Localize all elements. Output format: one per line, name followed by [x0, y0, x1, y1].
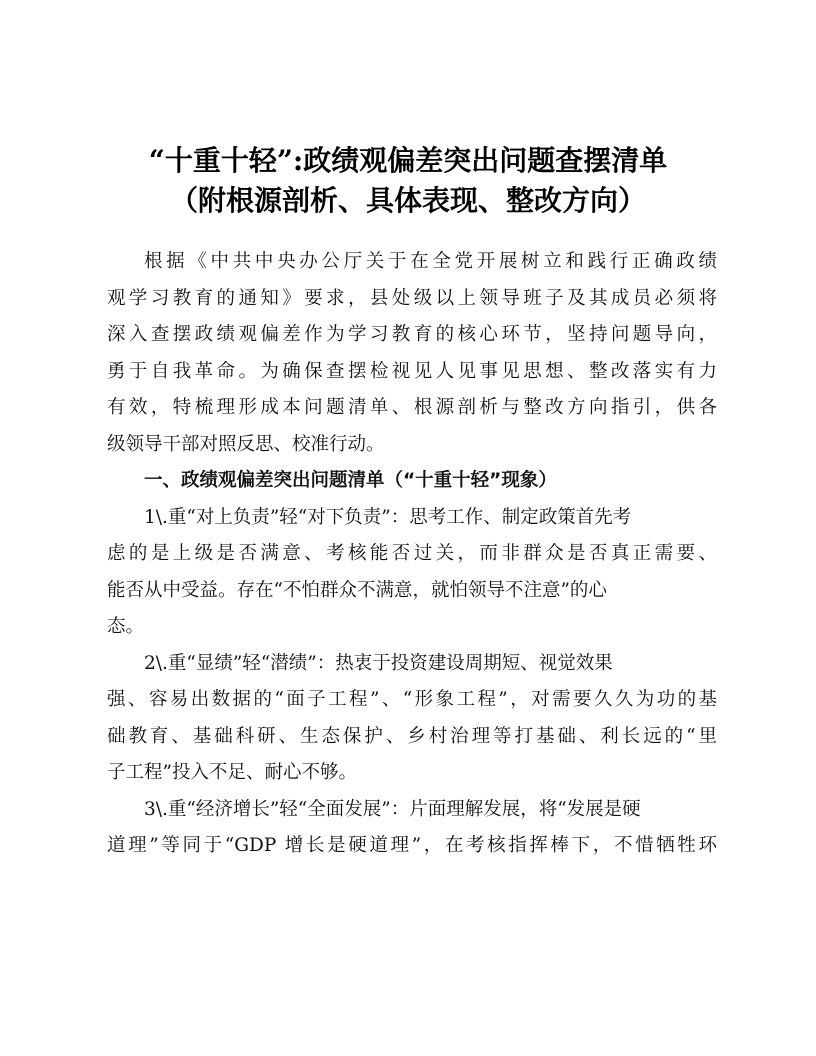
section-heading: 一、政绩观偏差突出问题清单（“十重十轻”现象）	[144, 470, 557, 491]
title-line-2: （附根源剖析、具体表现、整改方向）	[169, 184, 646, 217]
paragraph-line: 础教育、基础科研、生态保护、乡村治理等打基础、利长远的“里	[107, 725, 717, 747]
document-title	[60, 141, 756, 221]
title-line-1: “十重十轻”:政绩观偏差突出问题查摆清单	[148, 144, 668, 177]
list-item	[107, 500, 717, 646]
paragraph-line: 道理”等同于“GDP 增长是硬道理”，在考核指挥棒下，不惜牺牲环	[107, 835, 717, 856]
paragraph-line: 根据《中共中央办公厅关于在全党开展树立和践行正确政绩	[144, 251, 717, 272]
list-item	[107, 792, 717, 865]
paragraph-line: 虑的是上级是否满意、考核能否过关，而非群众是否真正需要、	[107, 543, 717, 564]
paragraph-line: 2\.重“显绩”轻“潜绩”：热衷于投资建设周期短、视觉效果	[144, 652, 613, 674]
paragraph-line: 有效，特梳理形成本问题清单、根源剖析与整改方向指引，供各	[107, 397, 717, 418]
paragraph-line: 态。	[107, 616, 145, 637]
paragraph-line: 强、容易出数据的“面子工程”、“形象工程”，对需要久久为功的基	[107, 689, 717, 710]
intro-paragraph	[107, 244, 717, 463]
paragraph-line: 深入查摆政绩观偏差作为学习教育的核心环节，坚持问题导向，	[107, 324, 717, 345]
paragraph-line: 勇于自我革命。为确保查摆检视见人见事见思想、整改落实有力	[107, 360, 717, 382]
paragraph-line: 3\.重“经济增长”轻“全面发展”：片面理解发展，将“发展是硬	[144, 798, 641, 820]
paragraph-line: 1\.重“对上负责”轻“对下负责”：思考工作、制定政策首先考	[144, 506, 632, 528]
paragraph-line: 子工程”投入不足、耐心不够。	[107, 762, 357, 783]
list-item	[107, 646, 717, 792]
paragraph-line: 能否从中受益。存在“不怕群众不满意，就怕领导不注意”的心	[107, 579, 607, 601]
document-body	[107, 244, 717, 865]
paragraph-line: 观学习教育的通知》要求，县处级以上领导班子及其成员必须将	[107, 287, 717, 309]
paragraph-line: 级领导干部对照反思、校准行动。	[107, 433, 385, 455]
